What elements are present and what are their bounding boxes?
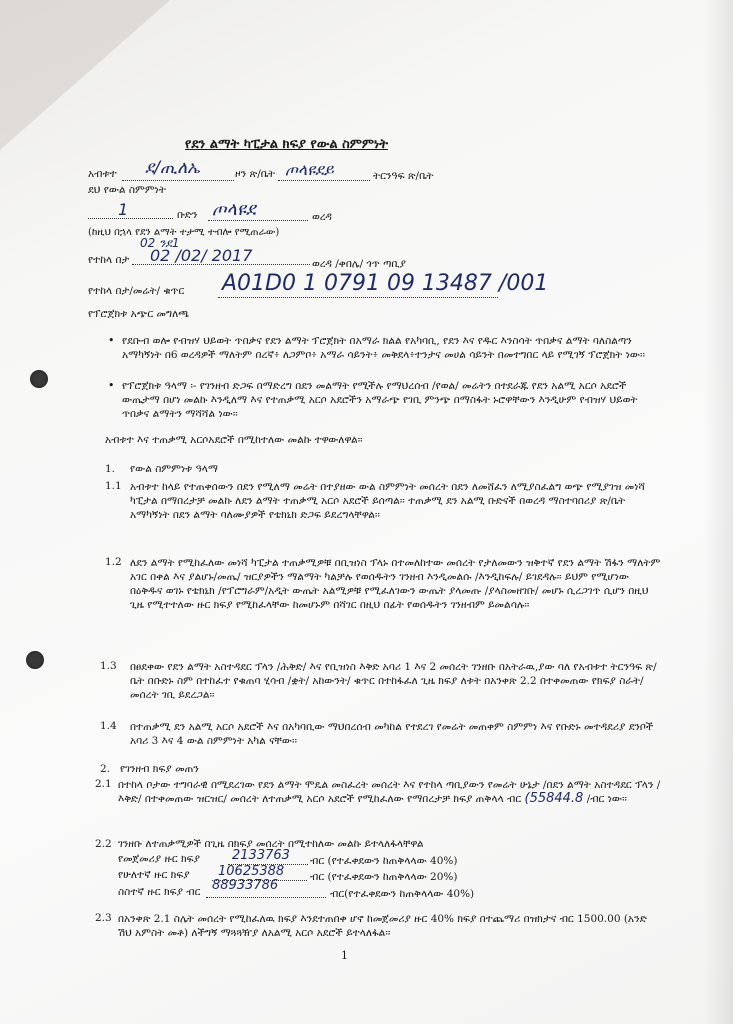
header-label-7: (ከዚህ በኋላ የደን ልማት ተታሚ ተብሎ የሚጠራው)	[88, 227, 280, 238]
item-number: 1.1	[105, 480, 122, 492]
handwritten-date: 02 /02/ 2017	[150, 246, 253, 265]
payment-row-suffix: ብር (የተፈቀደውን ከጠቅላላው 20%)	[310, 871, 458, 883]
payment-row-amount: 10625388	[218, 864, 285, 879]
page-edge-shadow	[703, 0, 733, 1024]
document-title: የደን ልማት ካፒታል ክፍያ የውል ስምምነት	[185, 137, 388, 152]
item-number: 2.1	[95, 778, 112, 790]
section-heading: የገንዘብ ክፍያ መጠን	[120, 763, 199, 775]
payment-row-amount: 2133763	[232, 848, 290, 863]
punch-hole-top	[30, 370, 48, 388]
header-label-8: የተከላ በታ	[88, 254, 130, 266]
handwritten-total-amount: (55844.8	[524, 791, 584, 806]
payment-row-label: የሁለተኛ ዙር ክፍያ	[118, 869, 190, 881]
bullet-dot: •	[108, 379, 115, 392]
fill-line	[278, 180, 370, 181]
item-paragraph: በተጠቃሚ ደን አልሚ አርሶ አደሮች እና በአካባቢው ማህበረሰብ መካከል የተደረገ የመሬት መጠቀም ስምምነ እና የቡድኑ መተዳደሪያ ደንቦች አባሪ 3 እና 4 ውል ስምምነት አካል ናቸው፡፡	[130, 721, 654, 747]
header-label-2: ዞን ጽ/ቤት	[235, 168, 276, 180]
bullet-dot: •	[108, 334, 115, 347]
handwritten-zone: ጦላዩደይ	[285, 160, 334, 179]
punch-hole-bottom	[26, 651, 44, 669]
header-label-3: ትርንዓፍ ጽ/ቤት	[373, 170, 434, 182]
item-paragraph: ለደን ልማት የሚከፈለው መነሻ ካፒታል ተጠቃሚዎቹ በቢዝነስ ፕላኑ በተመለከተው መሰረት የታለመውን ዝቅተኛ የደን ልማት ሽፋን ማለትም አገር በቀል እና ያልሆኑ/መጤ/ ዝርያዎችን ማልማት ካልቻሉ የወሰዱትን ገንዘብ እንዲመልሱ /እንዲከፍሉ/ ይገደዳሉ፡፡ ይህም የሚሆነው በዕቅዱና ወገኑ የቴክኒክ /የፕሮግራም/አዲት ውጤት አልሚዎቹ የሚፈለገውን ውጤት ያላመጡ /ያላስመዘገቡ/ መሆኑ ሲረጋገጥ ሲሆን በዚህ ጊዜ የሚተተለው ዙር ክፍያ የሚከፈላቸው ከመሆኑም በሻገር በዚህ በፊት የወሰዱትን ገንዘብም ይመልሳሉ፡፡	[130, 557, 661, 611]
item-number: 2.2	[95, 838, 112, 850]
item-text-a: በተከላ ቦታው ተግባራዊ በሚደረገው የደን ልማት ሞዴል መስፈረት መሰረት እና የተከላ ጣቢያውን የመሬት ሁኔታ /በደን ልማት አስተዳደር ፕላን /እቅድ/ በተቀመጠው ዝርዝር/ መሰረት ለተጠቃሚ አርሶ አደሮች የሚከፈለው የማበረታቻ ክፍያ ጠቅላላ ብር	[118, 779, 661, 805]
fill-line	[122, 180, 234, 181]
item-paragraph: በፀደቀው የደን ልማት አስተዳደር ፕላን /ሕቅድ/ እና የቢዝነስ እቅድ አባሪ 1 እና 2 መሰረት ገንዘቡ በአትራዉ,ያው ባለ የአብቱተ ትርንዓፍ ጽ/ቤት በቡድኑ ስም በተከፈተ የቁጠባ ሂሳብ /ቋት/ አከውንት/ ቁጥር በተከፋፈለ ጊዜ ክፍያ ለቱት በአንቀጽ 2.2 በተቀመጠው የክፍያ ስራት/ መሰረት ገቢ ይደረጋል፡፡	[130, 661, 657, 701]
intro-text: አብቱተ እና ተጠቃሚ አርሶአደሮች በሚከተለው መልኩ ተዋውለዋል፡፡	[105, 434, 363, 446]
fill-line	[218, 297, 498, 298]
header-label-9: ወረዳ /ቀበሌ/ ጎጥ ጣቢያ	[312, 258, 406, 270]
payment-row-label: ስስተኛ ዙር ክፍያ ብር	[118, 886, 201, 898]
section-heading: የውል ስምምነቱ ዓላማ	[130, 463, 218, 475]
fill-line	[88, 218, 173, 219]
handwritten-number: 1	[118, 200, 129, 219]
item-number: 1.2	[105, 556, 122, 568]
header-label-10: የተከላ በታ/መሬት/ ቁጥር	[88, 285, 185, 297]
payment-row-suffix: ብር(የተፈቀደውን ከጠቅላላው 40%)	[330, 888, 475, 900]
header-label-5: ቡድን	[177, 209, 198, 221]
handwritten-group: ጦላዩደ	[212, 199, 256, 220]
item-text-b: /ብር ነው፡፡	[586, 793, 627, 805]
header-label-1: አብቱተ	[88, 168, 117, 180]
item-number: 1.4	[100, 720, 117, 732]
handwritten-date-top: 02 ንደ1	[140, 236, 180, 250]
bullet-paragraph: የደቡብ ወሎ የብዝሃ ህይወት ጥበቃና የደን ልማት ፕሮጀክት በአማራ ክልል የአካባቢ, የደን እና የዱር እንስሳት ጥበቃና ልማት ባለስልጣን አማካኝነት በ6 ወረዳዎች ማለትም በረኛ፥ ለጋምቦ፥ አማራ ሳይንት፥ መቅደላ፥ተንታና መሀል ሳይንት በመተግበር ላይ የሚገኝ ፕሮጀክት ነው፡፡	[122, 335, 645, 361]
page-fold-shadow	[0, 0, 170, 150]
header-label-6: ወረዳ	[312, 211, 332, 223]
fill-line	[208, 220, 308, 221]
item-number: 2.3	[95, 912, 112, 924]
header-label-11: የፕሮጀክቱ አጭር መግለጫ	[88, 308, 190, 320]
bullet-paragraph: የፕሮጀክቱ ዓላማ ፡- የገንዘብ ድጋፍ በማድረግ በደን መልማት የሚችሉ የማህረሰብ /የወል/ መሬትን በተደራጁ የደን አልሚ አርሶ አደሮች ውጤታማ በሆነ መልኩ እንዲለማ እና የተጠቃሚ አርሶ አደሮችን አማራጭ የገቢ ምንጭ በማስፋት ኑሮዋቸውን እንዲሁም የብዝሃ ህይወት ጥበቃና ልማትን ማሻሻል ነው፡፡	[122, 380, 638, 420]
handwritten-plot-number: A01D0 1 0791 09 13487 /001	[222, 271, 549, 296]
payment-row-suffix: ብር (የተፈቀደውን ከጠቅላላው 40%)	[310, 855, 458, 867]
header-label-4: ደህ የውል ስምምነት	[88, 184, 166, 196]
page-number: 1	[341, 949, 348, 962]
payment-row-amount: 88933786	[212, 878, 279, 893]
item-paragraph	[118, 778, 663, 806]
fill-line	[206, 897, 326, 898]
payment-row-label: የመጀመሪያ ዙር ክፍያ	[118, 853, 200, 865]
section-number: 2.	[100, 763, 111, 775]
item-lead: ገንዘቡ ለተጠቃሚዎች በጊዜ በክፍያ መሰረት በሚተከለው መልኩ ይተላለፋላቸዋል	[118, 838, 424, 850]
item-paragraph: አብቱተ ከላይ የተጠቀሰውን በደን የሚለማ መሬት በተያዘው ውል ስምምነት መሰረት በደን ለመሸፈን ለሚያስፈልግ ወጭ የሚያገዝ መነሻ ካፒታል በማበረታቻ መልኩ ለደን ልማት ተጠቃሚ አርሶ አደሮች ይሰጣል፡፡ ተጠቃሚ ደን አልሚ ቡድናች በወረዳ ማስተባበሪያ ጽ/ቤት አማካኝነት በደን ልማት ባለሙያዎች የቴክኒክ ድጋፍ ይደረግላቸዋል፡፡	[130, 481, 645, 521]
item-paragraph: በአንቀጽ 2.1 ስሌት መሰረት የሚከፈለዉ ክፍያ እንደተጠበቀ ሆኖ ከመጀመሪያ ዙር 40% ክፍያ በተጨማሪ በዝክታና ብር 1500.00 (አንድ ሽህ አምስት መቶ) ለችግኝ ማጓጓዥያ ለአልሚ አርሶ አደሮች ይተላለፋል፡፡	[118, 913, 647, 939]
handwritten-name: ደ/ጢለኤ	[145, 158, 200, 178]
section-number: 1.	[105, 463, 116, 475]
item-number: 1.3	[100, 660, 117, 672]
